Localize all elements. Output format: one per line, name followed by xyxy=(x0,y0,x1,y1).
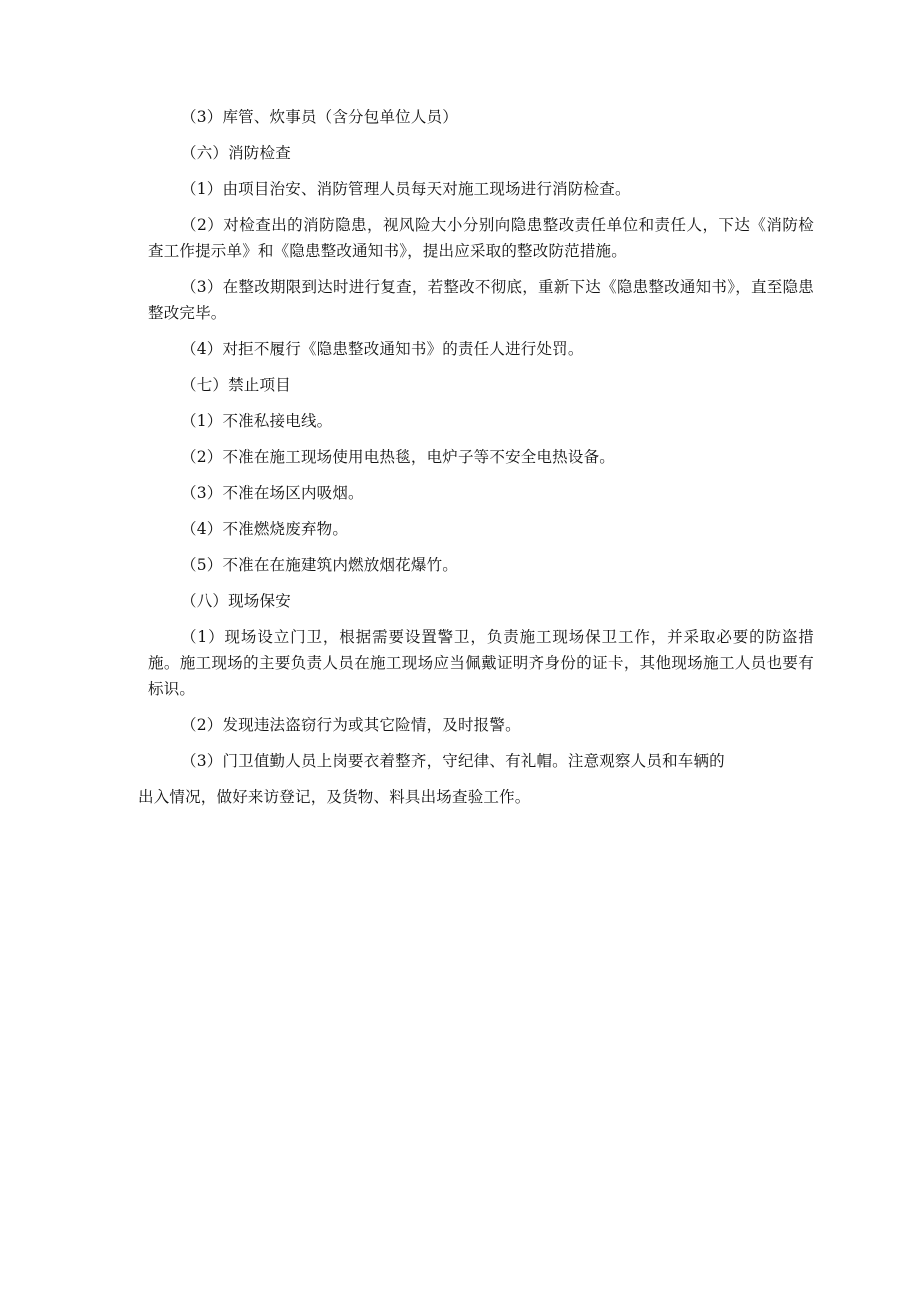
paragraph-guard-duty-continued: 出入情况，做好来访登记，及货物、料具出场查验工作。 xyxy=(138,788,531,806)
section-heading-prohibited-items: （七）禁止项目 xyxy=(181,376,291,394)
paragraph-penalty: （4）对拒不履行《隐患整改通知书》的责任人进行处罚。 xyxy=(181,340,584,358)
paragraph-hazard-notice: （2）对检查出的消防隐患，视风险大小分别向隐患整改责任单位和责任人，下达《消防检查工作提示单》和《隐患整改通知书》，提出应采取的整改防范措施。 xyxy=(148,216,814,260)
document-body xyxy=(138,104,814,820)
paragraph-no-electric-blankets: （2）不准在施工现场使用电热毯，电炉子等不安全电热设备。 xyxy=(181,448,615,466)
paragraph-no-burning-waste: （4）不准燃烧废弃物。 xyxy=(181,520,349,538)
paragraph-no-fireworks: （5）不准在在施建筑内燃放烟花爆竹。 xyxy=(181,556,458,574)
paragraph-no-smoking: （3）不准在场区内吸烟。 xyxy=(181,484,364,502)
section-heading-fire-inspection: （六）消防检查 xyxy=(181,144,291,162)
paragraph-guard-setup: （1）现场设立门卫，根据需要设置警卫，负责施工现场保卫工作，并采取必要的防盗措施。施工现场的主要负责人员在施工现场应当佩戴证明齐身份的证卡，其他现场施工人员也要有标识。 xyxy=(148,628,814,698)
paragraph-daily-inspection: （1）由项目治安、消防管理人员每天对施工现场进行消防检查。 xyxy=(181,180,631,198)
paragraph-guard-duty: （3）门卫值勤人员上岗要衣着整齐，守纪律、有礼帽。注意观察人员和车辆的 xyxy=(181,752,725,770)
paragraph-recheck: （3）在整改期限到达时进行复查，若整改不彻底，重新下达《隐患整改通知书》，直至隐患整改完毕。 xyxy=(148,278,814,322)
section-heading-site-security: （八）现场保安 xyxy=(181,592,291,610)
paragraph-report-theft: （2）发现违法盗窃行为或其它险情，及时报警。 xyxy=(181,716,521,734)
paragraph-no-private-wiring: （1）不准私接电线。 xyxy=(181,412,333,430)
paragraph-storekeeper-cook: （3）库管、炊事员（含分包单位人员） xyxy=(181,108,458,126)
